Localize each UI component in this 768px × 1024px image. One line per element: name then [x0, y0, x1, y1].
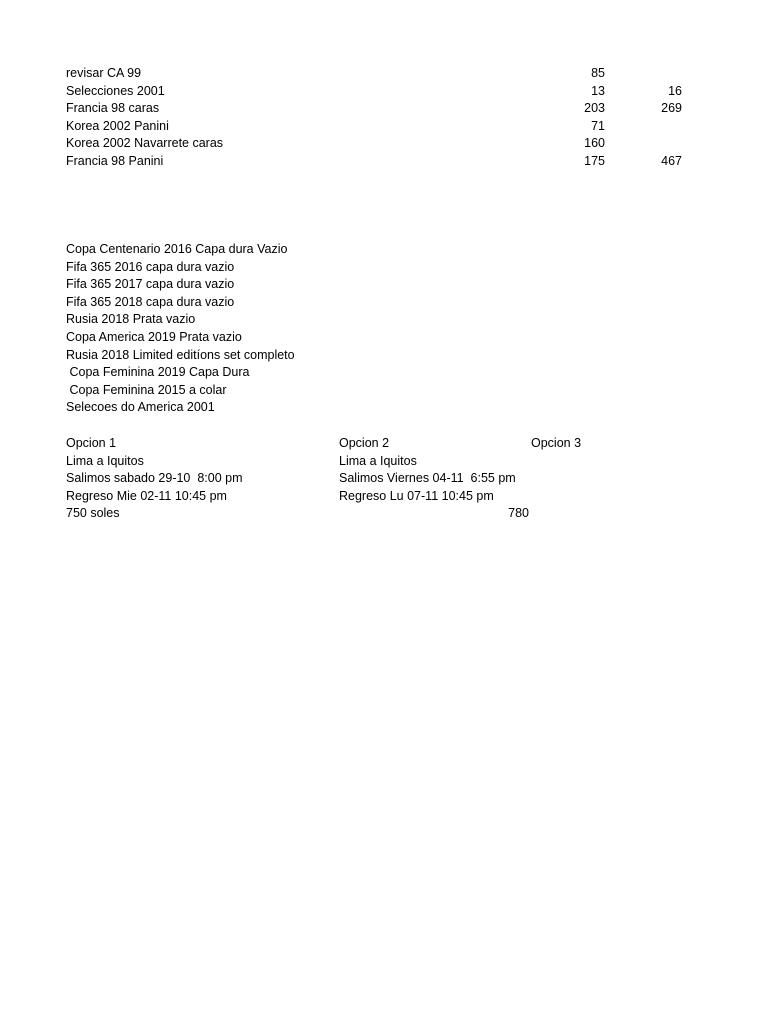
- top-table-value-a: 203: [584, 101, 605, 116]
- option-2-return: Regreso Lu 07-11 10:45 pm: [339, 488, 494, 503]
- top-table-value-b: 16: [668, 83, 682, 98]
- album-list-item: Copa Centenario 2016 Capa dura Vazio: [66, 242, 288, 256]
- album-list-item: Copa America 2019 Prata vazio: [66, 330, 242, 344]
- album-list-item: Copa Feminina 2015 a colar: [66, 382, 227, 397]
- top-table-label: revisar CA 99: [66, 66, 142, 80]
- album-list-item: Copa Feminina 2019 Capa Dura: [66, 365, 250, 380]
- top-table-label: Selecciones 2001: [66, 83, 165, 98]
- option-1-return: Regreso Mie 02-11 10:45 pm: [66, 488, 227, 503]
- top-table-value-b: [620, 135, 682, 153]
- option-1-price: 750 soles: [66, 506, 120, 521]
- top-table-value-a: 13: [591, 83, 605, 98]
- option-2-route: Lima a Iquitos: [339, 453, 417, 468]
- option-1-header: Opcion 1: [66, 436, 117, 450]
- album-list-item: Rusia 2018 Limited editíons set completo: [66, 347, 295, 362]
- top-table-value-a: 175: [584, 154, 605, 168]
- album-list-item: Fifa 365 2018 capa dura vazio: [66, 294, 235, 309]
- option-1-depart: Salimos sabado 29-10 8:00 pm: [66, 471, 243, 486]
- top-table-value-a: 71: [591, 118, 605, 133]
- top-table-value-a: 85: [591, 66, 605, 80]
- option-3-header: Opcion 3: [531, 436, 582, 450]
- option-2-header: Opcion 2: [339, 436, 390, 450]
- option-2-price: 780: [508, 506, 529, 521]
- top-table-value-b: 467: [661, 154, 682, 168]
- top-table-label: Korea 2002 Panini: [66, 118, 169, 133]
- album-list-item: Selecoes do America 2001: [66, 400, 215, 415]
- top-table-value-b: [620, 118, 682, 136]
- album-list-item: Fifa 365 2016 capa dura vazio: [66, 259, 235, 274]
- album-list-item: Rusia 2018 Prata vazio: [66, 312, 196, 327]
- top-table-value-b: 269: [661, 101, 682, 116]
- top-table-label: Korea 2002 Navarrete caras: [66, 136, 224, 151]
- option-1-route: Lima a Iquitos: [66, 453, 144, 468]
- top-table-value-a: 160: [584, 136, 605, 151]
- top-table-label: Francia 98 caras: [66, 101, 160, 116]
- option-2-depart: Salimos Viernes 04-11 6:55 pm: [339, 471, 516, 486]
- top-table-value-b: [620, 65, 682, 83]
- top-table-label: Francia 98 Panini: [66, 154, 164, 168]
- album-list-item: Fifa 365 2017 capa dura vazio: [66, 277, 235, 292]
